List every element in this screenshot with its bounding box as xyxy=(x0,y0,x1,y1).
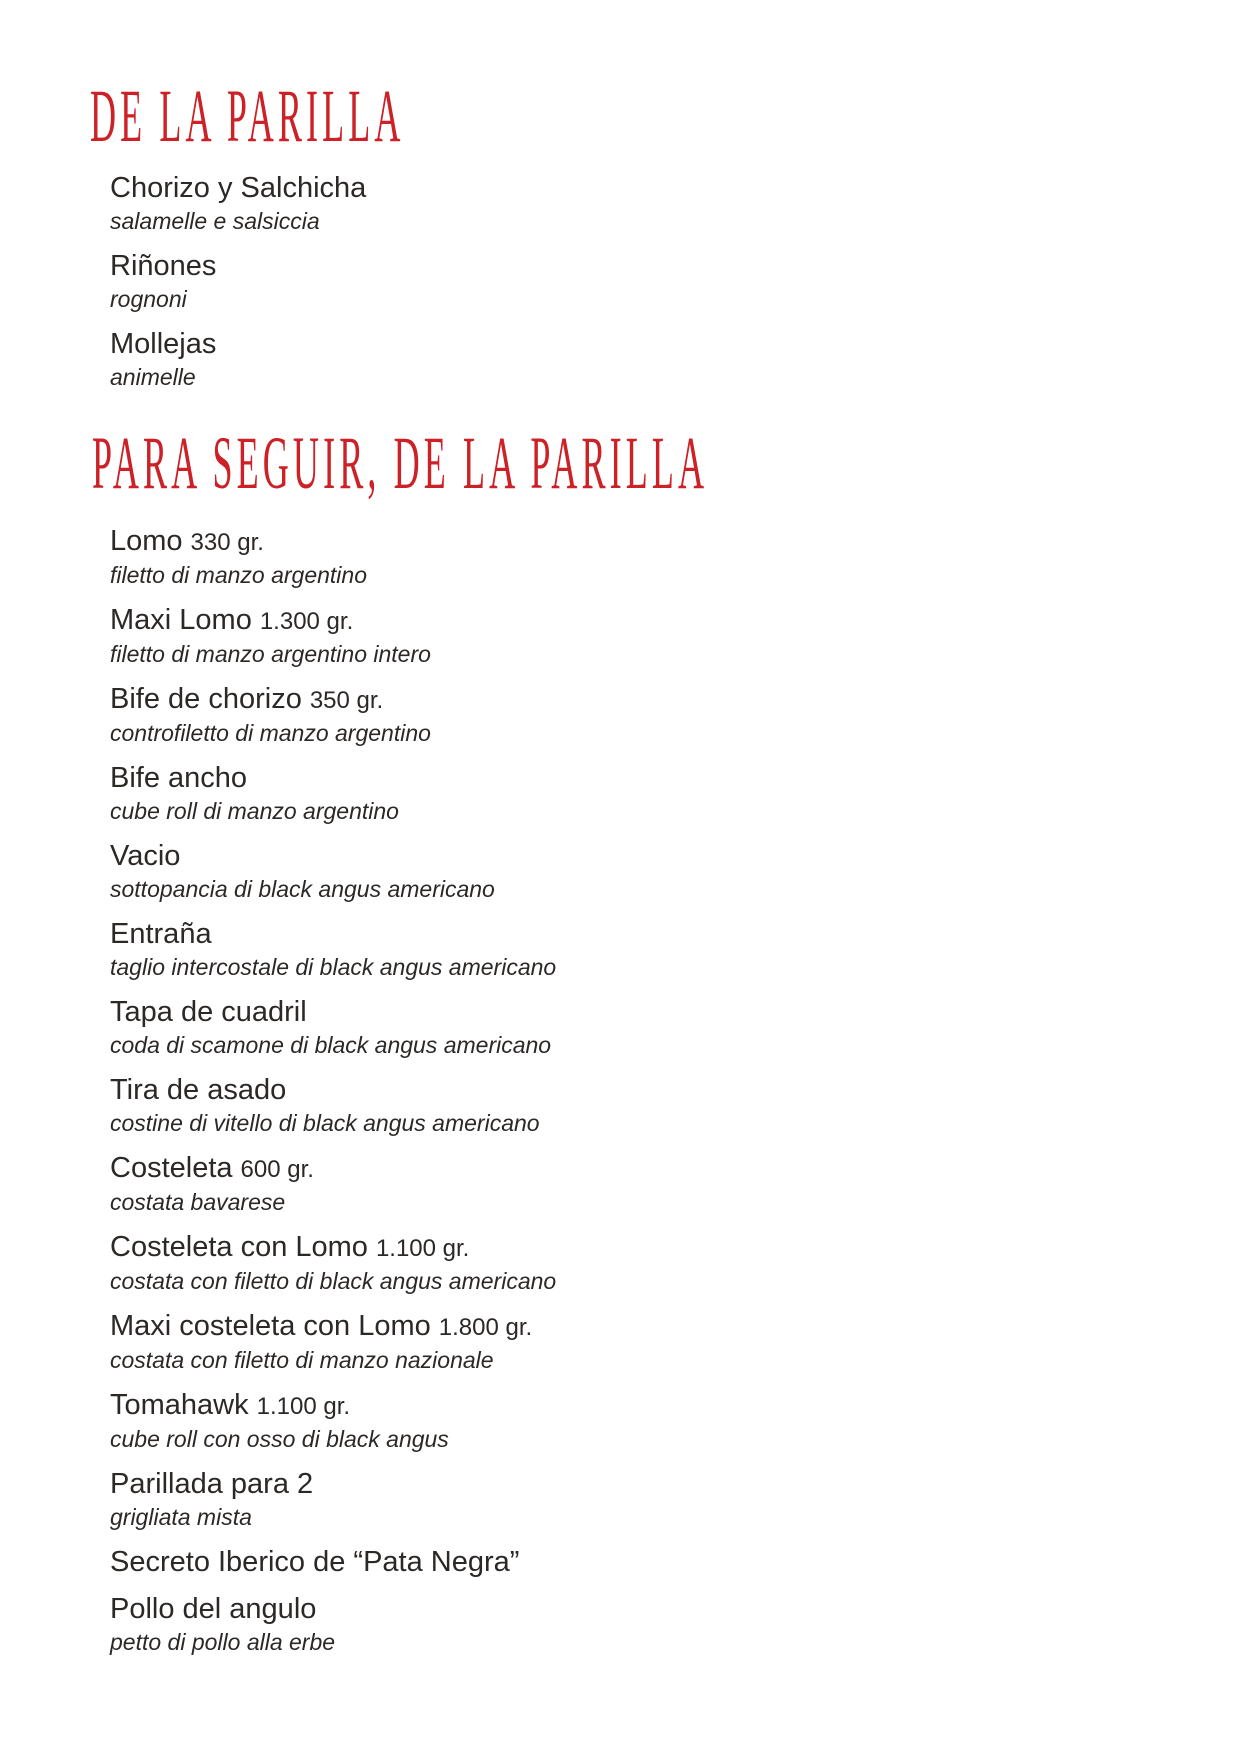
menu-item-name: Parillada para 2 xyxy=(110,1468,314,1500)
menu-item-name: Chorizo y Salchicha xyxy=(110,172,367,204)
menu-item xyxy=(110,1230,556,1297)
menu-item-description: petto di pollo alla erbe xyxy=(110,1629,336,1655)
menu-item xyxy=(110,249,366,315)
menu-item-name: Lomo xyxy=(110,525,183,557)
menu-item xyxy=(110,327,366,393)
menu-item-description: costata con filetto di black angus americano xyxy=(110,1268,557,1294)
menu-item-description: cube roll di manzo argentino xyxy=(110,798,399,824)
menu-item-description: coda di scamone di black angus americano xyxy=(110,1032,552,1058)
menu-item-name-line xyxy=(110,995,556,1030)
menu-item-name: Tomahawk xyxy=(110,1389,249,1421)
menu-item-description: sottopancia di black angus americano xyxy=(110,876,495,902)
menu-item-name: Tapa de cuadril xyxy=(110,996,307,1028)
menu-item-weight: 350 gr. xyxy=(309,687,384,714)
menu-item xyxy=(110,761,556,827)
menu-item-weight: 330 gr. xyxy=(190,529,264,556)
menu-item xyxy=(110,171,366,237)
menu-item-name-line xyxy=(110,603,556,639)
menu-item xyxy=(110,1309,556,1376)
menu-item-name-line xyxy=(110,761,556,796)
menu-item-name-line xyxy=(110,1073,556,1108)
menu-item xyxy=(110,1592,556,1658)
menu-item-name: Costeleta xyxy=(110,1152,233,1184)
menu-item-name-line xyxy=(110,1388,556,1424)
menu-item xyxy=(110,1151,556,1218)
menu-item-name: Maxi costeleta con Lomo xyxy=(110,1310,431,1342)
menu-item-description: filetto di manzo argentino xyxy=(110,562,367,588)
menu-item xyxy=(110,839,556,905)
menu-item xyxy=(110,524,556,591)
menu-item-description: grigliata mista xyxy=(110,1504,252,1530)
menu-item xyxy=(110,917,556,983)
menu-item-description: animelle xyxy=(110,364,196,390)
menu-item-name-line xyxy=(110,1545,556,1580)
menu-item-weight: 1.300 gr. xyxy=(259,608,354,635)
menu-item-description: cube roll con osso di black angus xyxy=(110,1426,449,1452)
menu-item-name: Bife ancho xyxy=(110,762,248,794)
section-title: PARA SEGUIR, DE LA PARILLA xyxy=(92,420,709,505)
menu-item xyxy=(110,603,556,670)
menu-item-name: Costeleta con Lomo xyxy=(110,1231,368,1263)
menu-item-name-line xyxy=(110,839,556,874)
menu-item-name: Bife de chorizo xyxy=(110,683,302,715)
menu-item-name-line xyxy=(110,1151,556,1187)
menu-item-name-line xyxy=(110,1467,556,1502)
menu-item-name: Secreto Iberico de “Pata Negra” xyxy=(110,1546,520,1578)
menu-item-description: controfiletto di manzo argentino xyxy=(110,720,431,746)
menu-item-name: Mollejas xyxy=(110,328,217,360)
menu-item-name: Vacio xyxy=(110,840,181,872)
menu-item-name-line xyxy=(110,1592,556,1627)
menu-item-name-line xyxy=(110,171,366,206)
menu-item-weight: 1.800 gr. xyxy=(438,1314,533,1341)
section-header-de-la-parilla xyxy=(90,72,474,158)
menu-item-name-line xyxy=(110,327,366,362)
menu-item-name: Tira de asado xyxy=(110,1074,287,1106)
menu-item-name: Pollo del angulo xyxy=(110,1593,317,1625)
section-items-de-la-parilla xyxy=(110,171,366,405)
menu-item xyxy=(110,1073,556,1139)
menu-item-name: Maxi Lomo xyxy=(110,604,252,636)
menu-item-name-line xyxy=(110,1230,556,1266)
menu-item xyxy=(110,1467,556,1533)
menu-item-description: filetto di manzo argentino intero xyxy=(110,641,431,667)
section-title: DE LA PARILLA xyxy=(90,73,405,158)
menu-item-description: salamelle e salsiccia xyxy=(110,208,320,234)
menu-item-description: rognoni xyxy=(110,286,187,312)
section-header-para-seguir xyxy=(92,419,843,505)
menu-item-name-line xyxy=(110,917,556,952)
menu-item-weight: 600 gr. xyxy=(240,1156,314,1183)
menu-item-weight: 1.100 gr. xyxy=(256,1393,351,1420)
menu-item-name-line xyxy=(110,1309,556,1345)
menu-item-name-line xyxy=(110,249,366,284)
menu-item-name: Entraña xyxy=(110,918,212,950)
menu-item-description: costata con filetto di manzo nazionale xyxy=(110,1347,494,1373)
menu-item xyxy=(110,1388,556,1455)
menu-item-weight: 1.100 gr. xyxy=(375,1235,470,1262)
menu-item-name-line xyxy=(110,682,556,718)
section-items-para-seguir xyxy=(110,524,556,1670)
menu-item-description: costine di vitello di black angus americano xyxy=(110,1110,540,1136)
menu-item-name-line xyxy=(110,524,556,560)
menu-item xyxy=(110,682,556,749)
menu-item xyxy=(110,1545,556,1580)
menu-item xyxy=(110,995,556,1061)
menu-item-description: taglio intercostale di black angus americano xyxy=(110,954,557,980)
menu-item-name: Riñones xyxy=(110,250,217,282)
menu-item-description: costata bavarese xyxy=(110,1189,286,1215)
